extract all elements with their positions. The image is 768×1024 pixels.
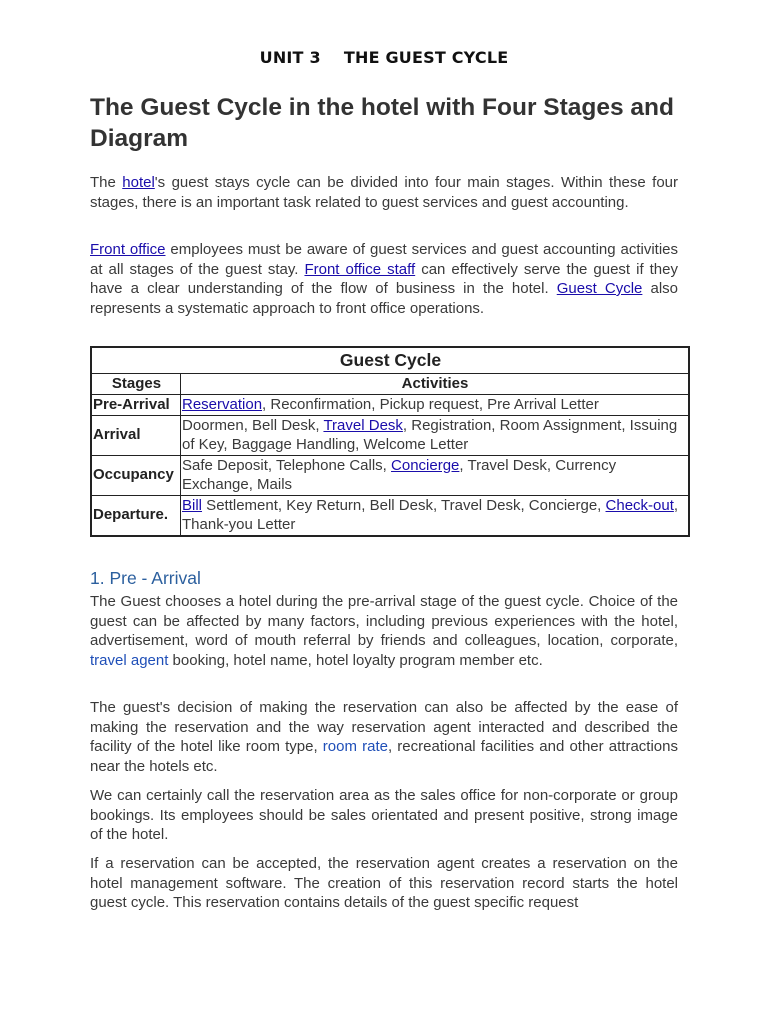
bill-link[interactable]: Bill	[182, 496, 203, 514]
page-title: The Guest Cycle in the hotel with Four Stages and Diagram	[90, 94, 674, 152]
reservation-link[interactable]: Reservation	[182, 396, 263, 413]
activities-cell: Reservation, Reconfirmation, Pickup request, Pre Arrival Letter	[181, 395, 690, 416]
activities-cell: Safe Deposit, Telephone Calls, Concierge, Travel Desk, Currency Exchange, Mails	[181, 455, 690, 495]
stage-cell: Departure.	[91, 495, 181, 536]
table-row	[91, 455, 689, 495]
guest-cycle-link[interactable]: Guest Cycle	[556, 280, 643, 297]
unit-heading: UNIT 3 THE GUEST CYCLE	[259, 48, 509, 67]
table-row	[91, 415, 689, 455]
intro-paragraph-2: Front office employees must be aware of guest services and guest accounting activities at all stages of the guest stay. Front office staff can effectively serve the guest if they have a clear understanding of the flow of business in the hotel. Guest Cycle also represents a systematic approach to front office operations.	[90, 241, 679, 317]
table-caption-row	[91, 347, 689, 374]
activities-cell: Bill Settlement, Key Return, Bell Desk, Travel Desk, Concierge, Check-out, Thank-you Letter	[181, 495, 690, 536]
front-office-staff-link[interactable]: Front office staff	[304, 260, 416, 278]
stage-cell: Arrival	[91, 415, 181, 455]
stage-cell: Pre-Arrival	[91, 395, 181, 416]
concierge-link[interactable]: Concierge	[391, 456, 460, 474]
pre-arrival-paragraph-4: If a reservation can be accepted, the reservation agent creates a reservation on the hotel management software. The creation of this reservation record starts the hotel guest cycle. This reservation contains details of the guest specific request	[90, 855, 678, 911]
guest-cycle-table	[90, 346, 690, 537]
pre-arrival-paragraph-1: The Guest chooses a hotel during the pre-arrival stage of the guest cycle. Choice of the guest can be affected by many factors, including previous experiences with the hotel, advertisement, word of mouth referral by friends and colleagues, location, corporate, travel agent booking, hotel name, hotel loyalty program member etc.	[90, 593, 678, 669]
intro-paragraph-1: The hotel's guest stays cycle can be divided into four main stages. Within these four stages, there is an important task related to guest services and guest accounting.	[90, 174, 678, 211]
table-row	[91, 395, 689, 416]
stage-cell: Occupancy	[91, 455, 181, 495]
check-out-link[interactable]: Check-out	[605, 496, 674, 514]
pre-arrival-paragraph-2: The guest's decision of making the reservation can also be affected by the ease of making the reservation and the way reservation agent interacted and described the facility of the hotel like room type, room rate, recreational facilities and other attractions near the hotels etc.	[90, 699, 678, 775]
activities-cell: Doormen, Bell Desk, Travel Desk, Registration, Room Assignment, Issuing of Key, Baggage Handling, Welcome Letter	[181, 415, 690, 455]
table-row	[91, 495, 689, 536]
activities-column-header: Activities	[181, 374, 690, 395]
travel-agent-keyword[interactable]: travel agent	[90, 651, 169, 669]
hotel-link[interactable]: hotel	[122, 174, 155, 191]
travel-desk-link[interactable]: Travel Desk	[323, 416, 403, 434]
section-heading-pre-arrival: 1. Pre - Arrival	[90, 568, 201, 588]
table-caption: Guest Cycle	[91, 347, 689, 374]
room-rate-keyword[interactable]: room rate	[322, 738, 388, 755]
stages-column-header: Stages	[91, 374, 181, 395]
front-office-link[interactable]: Front office	[90, 241, 166, 258]
pre-arrival-paragraph-3: We can certainly call the reservation area as the sales office for non-corporate or group bookings. Its employees should be sales orientated and present positive, strong image of the hotel.	[90, 787, 678, 843]
table-header-row	[91, 374, 689, 395]
